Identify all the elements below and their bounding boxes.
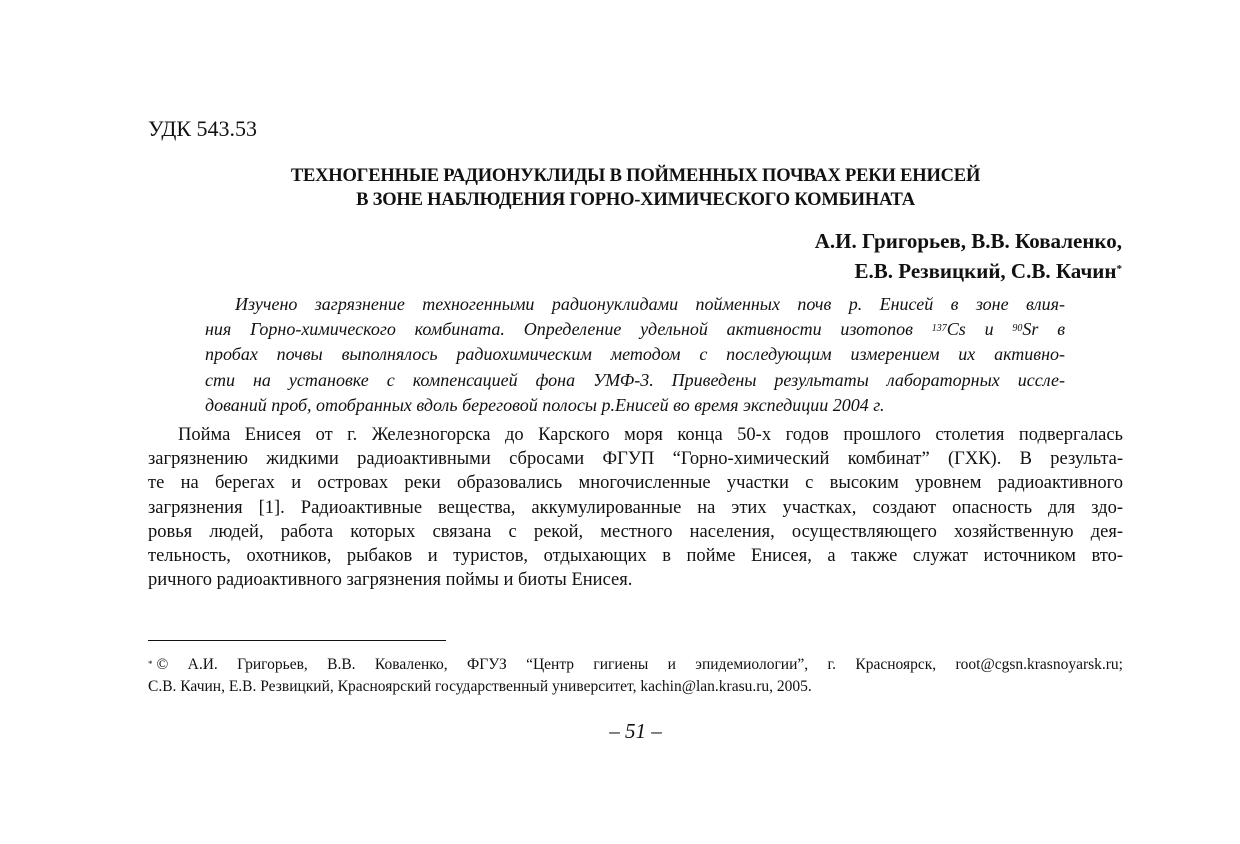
abstract-line-4: сти на установке с компенсацией фона УМФ-3. Приведены результаты лабораторных иссле- [205, 369, 1065, 390]
footnote-line-1-text: © А.И. Григорьев, В.В. Коваленко, ФГУЗ “Центр гигиены и эпидемиологии”, г. Красноярск, root@cgsn.krasnoyarsk.ru; [156, 656, 1123, 673]
author-footnote-mark: * [1116, 263, 1122, 275]
body-line: ричного радиоактивного загрязнения поймы и биоты Енисея. [148, 570, 633, 591]
abstract-line-1: Изучено загрязнение техногенными радионуклидами пойменных почв р. Енисей в зоне влия- [235, 294, 1065, 314]
footnote [148, 654, 1123, 698]
udk-code: УДК 543.53 [148, 116, 258, 141]
page-number: – 51 – [609, 719, 662, 743]
body-paragraph [148, 423, 1123, 592]
body-line: загрязнению жидкими радиоактивными сбросами ФГУП “Горно-химический комбинат” (ГХК). В результа- [148, 449, 1123, 470]
authors-line-2 [600, 256, 1122, 286]
body-line: те на берегах и островах реки образовались многочисленные участки с высоким уровнем радиоактивного [148, 473, 1123, 494]
authors-line-1: А.И. Григорьев, В.В. Коваленко, [814, 229, 1122, 253]
body-line: ровья людей, работа которых связана с рекой, местного населения, осуществляющего хозяйственную дея- [148, 521, 1123, 542]
body-line: загрязнения [1]. Радиоактивные вещества, аккумулированные на этих участках, создают опасность для здо- [148, 497, 1123, 518]
footnote-line-1 [148, 654, 1123, 676]
abstract-line-2 [205, 317, 1065, 342]
sr-isotope-number: 90 [1012, 323, 1023, 335]
footnote-line-2: С.В. Качин, Е.В. Резвицкий, Красноярский государственный университет, kachin@lan.krasu.ru, 2005. [148, 678, 812, 695]
abstract-line-5: дований проб, отобранных вдоль береговой полосы р.Енисей во время экспедиции 2004 г. [205, 394, 885, 415]
article-title [148, 164, 1123, 212]
abstract-line-2-pre: ния Горно-химического комбината. Определение удельной активности изотопов [205, 319, 932, 340]
body-line: Пойма Енисея от г. Железногорска до Карского моря конца 50-х годов прошлого столетия подвергалась [178, 425, 1123, 445]
authors [600, 226, 1122, 286]
authors-line-2-text: Е.В. Резвицкий, С.В. Качин [854, 259, 1117, 283]
cs-isotope-number: 137 [931, 323, 947, 335]
article-title-line-2: В ЗОНЕ НАБЛЮДЕНИЯ ГОРНО-ХИМИЧЕСКОГО КОМБИНАТА [356, 190, 915, 210]
footnote-divider [148, 640, 446, 641]
abstract-line-2-mid: Cs и [946, 319, 1013, 340]
abstract-line-3: пробах почвы выполнялось радиохимическим методом с последующим измерением их активно- [205, 344, 1065, 365]
article-title-line-1: ТЕХНОГЕННЫЕ РАДИОНУКЛИДЫ В ПОЙМЕННЫХ ПОЧВАХ РЕКИ ЕНИСЕЙ [290, 166, 981, 186]
abstract [205, 292, 1065, 418]
abstract-line-2-post: Sr в [1022, 319, 1066, 340]
footnote-mark: * [148, 659, 153, 669]
body-line: тельность, охотников, рыбаков и туристов, отдыхающих в пойме Енисея, а также служат источником вто- [148, 546, 1123, 567]
